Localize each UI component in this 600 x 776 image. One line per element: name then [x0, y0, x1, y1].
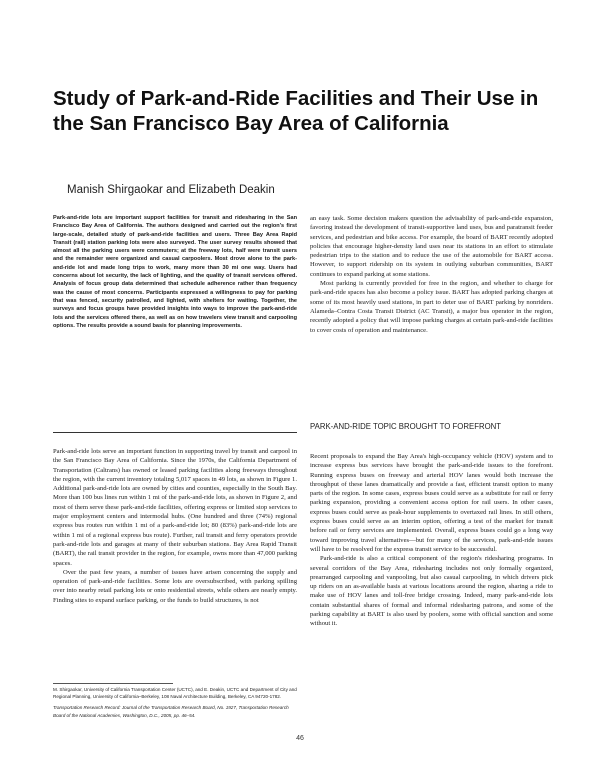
section-body [310, 452, 553, 629]
body-paragraph: Over the past few years, a number of issues have arisen concerning the supply and operation of park-and-ride facilities. Some lots are oversubscribed, with parking spilling over into nearby retail parking lots or onto residential streets, while others are nearly empty. Finding sites to expand surface parking, or the funds to build structures, is not [53, 568, 297, 604]
body-left-column [53, 447, 297, 605]
abstract-divider [53, 432, 297, 433]
body-paragraph: Most parking is currently provided for free in the region, and whether to charge for park-and-ride spaces has also become a policy issue. BART has adopted parking charges at some of its most heavily used stations, in part to deter use of BART parking by nonriders. Alameda–Contra Costa Transit District (AC Transit), a major bus operator in the region, recently adopted a policy that will impose parking charges at certain park-and-ride facilities to cover costs of operation and maintenance. [310, 280, 553, 334]
abstract-text: Park-and-ride lots are important support facilities for transit and ridesharing in the San Francisco Bay Area of California. The authors designed and carried out the region's first large-scale, detailed study of park-and-ride facilities and users. Three Bay Area Rapid Transit (rail) station parking lots were also surveyed. The user survey results showed that almost all the parking users were commuters; at the freeway lots, half were transit users and the remainder were organized and casual carpoolers. Most drove alone to the park-and-ride lot and made long trips to work, many more than 30 mi one way. Users had concerns about lot security, the lack of lighting, and the quality of transit services offered. Analysis of focus group data determined that schedule adherence rather than frequency was the cause of most concerns. Participants expressed a willingness to pay for parking that was fenced, security patrolled, and lighted, with shelters for waiting. Together, the surveys and focus groups have provided insights into ways to improve the park-and-ride lots and the services offered there, as well as on how travelers view transit and carpooling options. The results provide a sound basis for planning improvements. [53, 215, 297, 329]
page-number: 46 [296, 735, 304, 742]
footnotes [53, 686, 297, 719]
section-heading: PARK-AND-RIDE TOPIC BROUGHT TO FOREFRONT [310, 422, 502, 431]
body-right-column [310, 214, 553, 335]
footnote-affiliation: M. Shirgaokar, University of California Transportation Center (UCTC), and E. Deakin, UCTC and Department of City and Regional Planning, University of California–Berkeley, 108 Naval Architecture Building, Berkeley, CA 94720-1782. [53, 687, 297, 700]
body-paragraph: Recent proposals to expand the Bay Area's high-occupancy vehicle (HOV) system and to increase express bus services have brought the park-and-ride issues to the forefront. Running express buses on freeway and arterial HOV lanes would both increase the throughput of these lanes dramatically and provide a fast, efficient transit option to many parts of the region. In some cases, express buses could serve as a substitute for rail or ferry parking expansion, providing a convenient access option for rail users. In other cases, express buses could serve as peak-hour supplements to overtaxed rail lines. In still others, express buses could serve as an interim option, offering a test of the market for transit before rail or ferry services are implemented. Overall, express buses could go a long way toward improving travel alternatives—but for many of the services, park-and-ride issues will have to be resolved for the express transit service to be successful. [310, 453, 553, 553]
paper-title: Study of Park-and-Ride Facilities and Their Use in the San Francisco Bay Area of California [53, 87, 539, 135]
abstract [53, 214, 297, 330]
footnote-divider [53, 683, 173, 684]
footnote-citation: Transportation Research Record: Journal of the Transportation Research Board, No. 1927, Transportation Research Board of the National Academies, Washington, D.C., 2005, pp. 46–54. [53, 705, 289, 718]
body-paragraph: Park-and-ride is also a critical component of the region's ridesharing programs. In several corridors of the Bay Area, ridesharing includes not only formally organized, prearranged carpooling and vanpooling, but also casual carpooling, in which drivers pick up riders on an as-available basis at various locations around the region, sharing a ride to make use of HOV lanes and toll-free bridge crossing. Indeed, many park-and-ride lots contain substantial shares of formal and informal ridesharing patrons, and some of the parking capability at BART is also used by poolers, some with official sanction and some without it. [310, 555, 553, 628]
authors: Manish Shirgaokar and Elizabeth Deakin [67, 184, 275, 196]
body-paragraph: an easy task. Some decision makers question the advisability of park-and-ride expansion, favoring instead the development of transit-supportive land uses, bus and paratransit feeder services, and pedestrian and bike access. For example, the board of BART recently adopted policies that encourage higher-density land uses near its stations in an effort to stimulate pedestrian trips to the station and to reduce the use of the automobile for BART access. However, to support ridership on its system in outlying suburban communities, BART continues to expand parking at some stations. [310, 215, 553, 278]
body-paragraph: Park-and-ride lots serve an important function in supporting travel by transit and carpool in the San Francisco Bay Area of California. Since the 1970s, the California Department of Transportation (Caltrans) has owned or leased parking facilities along freeways throughout the region, with the current inventory totaling 5,017 spaces in 49 lots, as shown in Figure 1. Additional park-and-ride lots are owned by cities and counties, especially in the South Bay. More than 100 bus lines run within 1 mi of the park-and-ride lots, as shown in Figure 2, and most of them serve these park-and-ride facilities, offering express or limited stop services to major employment centers and intermodal hubs. (One hundred and three (74%) regional express bus routes run within 1 mi of a park-and-ride lot; 80 (83%) park-and-ride lots are within 1 mi of a regional express bus route). Further, rail transit and ferry operators provide park-and-ride lots and garages at many of their suburban stations. Bay Area Rapid Transit (BART), the rail transit provider in the region, for example, owns more than 47,000 parking spaces. [53, 448, 297, 567]
